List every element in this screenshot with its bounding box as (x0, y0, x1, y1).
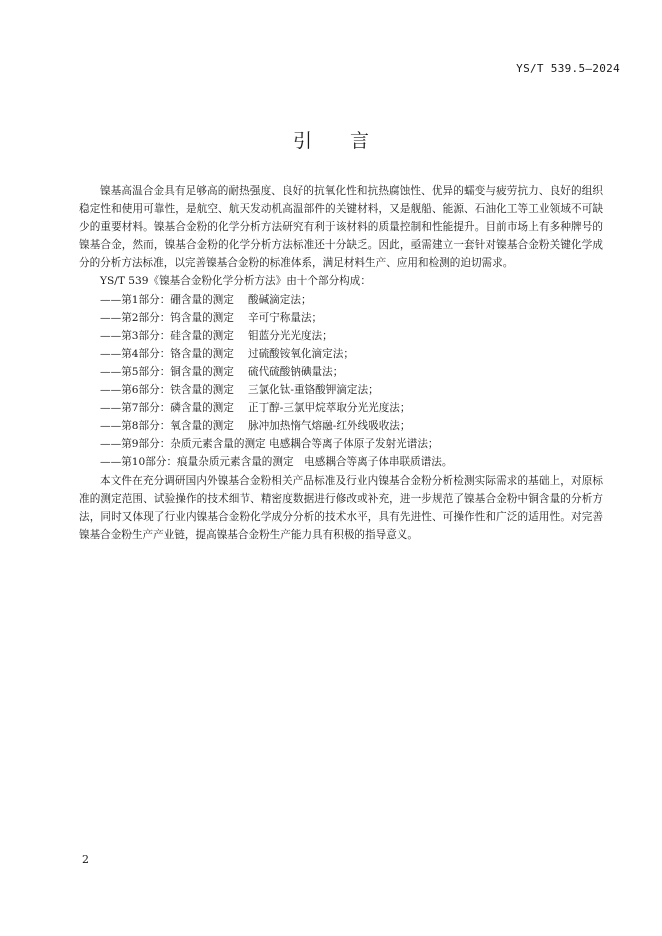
part-label: ——第1部分：硼含量的测定 (100, 293, 234, 306)
list-item (79, 363, 603, 381)
part-label: ——第2部分：钨含量的测定 (100, 311, 234, 324)
part-method: 钼蓝分光光度法； (248, 329, 333, 342)
list-item (79, 399, 603, 417)
closing-paragraph: 本文件在充分调研国内外镍基合金粉相关产品标准及行业内镍基合金粉分析检测实际需求的基础上，对原标准的测定范围、试验操作的技术细节、精密度数据进行修改或补充，进一步规范了镍基合金粉中铜含量的分析方法，同时又体现了行业内镍基合金粉化学成分分析的技术水平，具有先进性、可操作性和广泛的适用性。对完善镍基合金粉生产产业链，提高镍基合金粉生产能力具有积极的指导意义。 (79, 474, 603, 541)
list-item (79, 291, 603, 309)
part-method: 脉冲加热惰气熔融-红外线吸收法； (248, 420, 411, 433)
part-label: ——第3部分：硅含量的测定 (100, 329, 234, 342)
intro-paragraph: 镍基高温合金具有足够高的耐热强度、良好的抗氧化性和抗热腐蚀性、优异的蠕变与疲劳抗力、良好的组织稳定性和使用可靠性，是航空、航天发动机高温部件的关键材料，又是舰船、能源、石油化工等工业领域不可缺少的重要材料。镍基合金粉的化学分析方法研究有利于该材料的质量控制和性能提升。目前市场上有多种牌号的镍基合金，然而，镍基合金粉的化学分析方法标准还十分缺乏。因此，亟需建立一套针对镍基合金粉关键化学成分的分析方法标准，以完善镍基合金粉的标准体系，满足材料生产、应用和检测的迫切需求。 (79, 185, 603, 270)
standard-code: YS/T 539.5—2024 (516, 62, 620, 75)
list-item (79, 417, 603, 435)
part-method: 硫代硫酸钠碘量法； (248, 365, 344, 378)
list-item (79, 453, 603, 471)
series-intro-paragraph: YS/T 539《镍基合金粉化学分析方法》由十个部分构成： (100, 275, 371, 288)
part-method: 酸碱滴定法； (248, 293, 312, 306)
list-item (79, 345, 603, 363)
part-method: 电感耦合等离子体串联质谱法。 (304, 456, 453, 469)
part-label: ——第4部分：铬含量的测定 (100, 347, 234, 360)
list-item (79, 309, 603, 327)
document-body (79, 182, 603, 544)
part-label: ——第6部分：铁含量的测定 (100, 384, 234, 397)
part-method: 正丁醇-三氯甲烷萃取分光光度法； (248, 402, 411, 415)
list-item (79, 381, 603, 399)
part-label: ——第7部分：磷含量的测定 (100, 402, 234, 415)
part-method: 三氯化钛-重铬酸钾滴定法； (248, 384, 379, 397)
page-number: 2 (82, 853, 89, 866)
part-label: ——第8部分：氧含量的测定 (100, 420, 234, 433)
list-item (79, 435, 603, 453)
list-item (79, 327, 603, 345)
parts-list (79, 291, 603, 472)
part-method: 辛可宁称量法； (248, 311, 323, 324)
part-method: 过硫酸铵氧化滴定法； (248, 347, 354, 360)
page-title: 引言 (292, 130, 407, 152)
part-label: ——第10部分：痕量杂质元素含量的测定 (100, 456, 294, 469)
part-label: ——第5部分：铜含量的测定 (100, 365, 234, 378)
part-label: ——第9部分：杂质元素含量的测定 (100, 438, 266, 451)
part-method: 电感耦合等离子体原子发射光谱法； (269, 438, 439, 451)
